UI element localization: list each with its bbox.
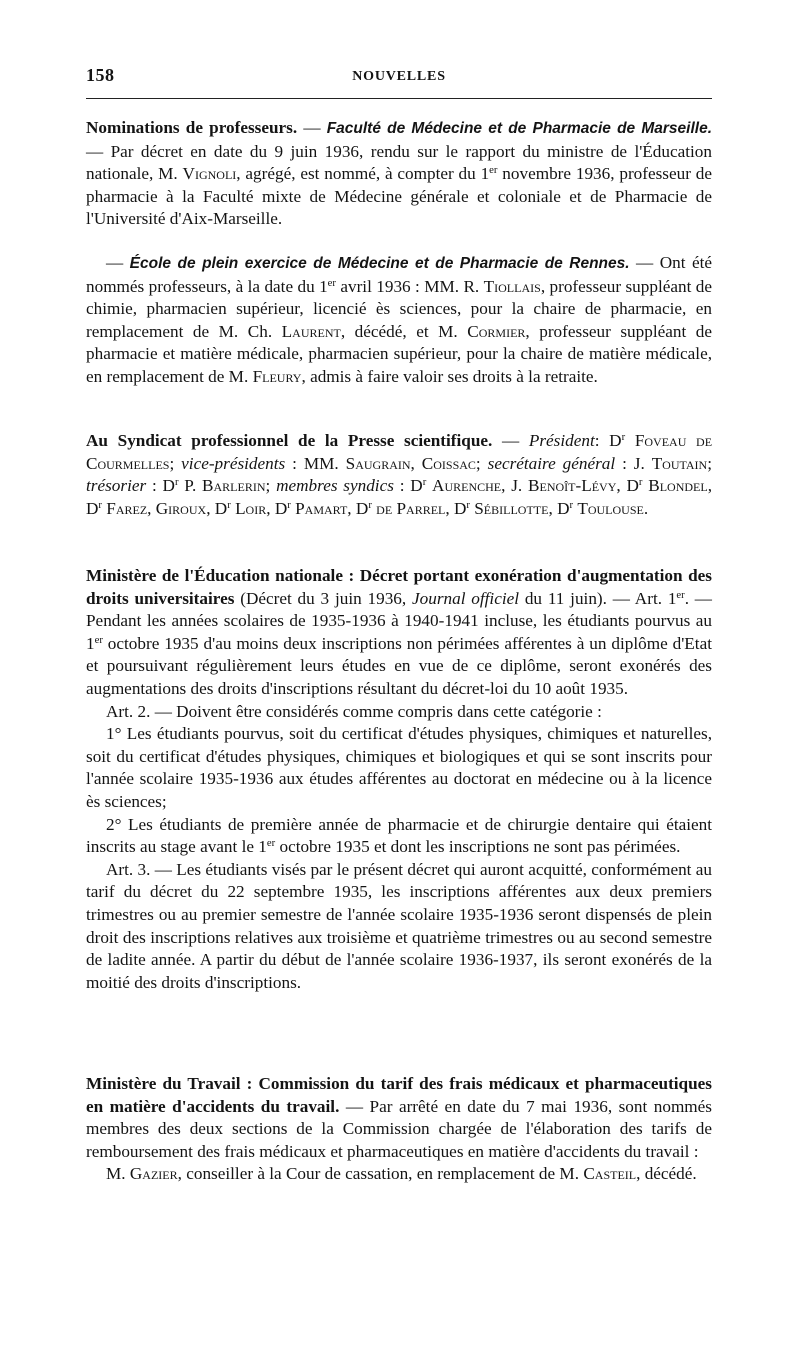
text-run: : J. [615, 453, 652, 473]
superscript: r [638, 477, 643, 489]
text-run: , [147, 498, 156, 518]
text-run: : D [393, 476, 423, 496]
section-subheading: École de plein exercice de Médecine et de Pharmacie de Rennes. [129, 255, 630, 272]
text-run: novembre 1936, professeur de pharmacie à la Faculté mixte de Médecine générale et coloniale et de Pharmacie de l'Université d'Aix-Marseille. [86, 164, 712, 229]
text-run: ; [169, 453, 182, 473]
superscript: er [676, 589, 685, 601]
section-heading: Nominations de professeurs. [86, 118, 298, 137]
role-label: trésorier [86, 476, 147, 496]
text-run: , D [86, 476, 712, 518]
person-name: Pamart [295, 498, 348, 518]
person-name: Cormier [467, 321, 526, 341]
text-run: : MM. [285, 453, 346, 473]
paragraph [86, 1163, 712, 1186]
section-heading: Ministère du Travail : Commission du tarif des frais médicaux et pharmaceutiques en matière d'accidents du travail. [86, 1074, 712, 1116]
superscript: er [94, 634, 103, 646]
running-title: NOUVELLES [352, 69, 446, 84]
superscript: r [621, 432, 626, 444]
paragraph [86, 430, 712, 520]
text-run: , D [616, 476, 639, 496]
role-label: Président [528, 431, 595, 450]
text-run: M. [106, 1164, 130, 1184]
paragraph [86, 117, 712, 231]
person-name: Tiollais [483, 276, 541, 296]
superscript: r [98, 499, 102, 511]
text-run: , D [347, 498, 369, 518]
text-run: ; [475, 453, 488, 473]
text-run: , [410, 453, 422, 473]
superscript: r [227, 499, 231, 511]
person-name: Foveau de Courmelles [86, 431, 713, 473]
paragraph: Art. 2. — Doivent être considérés comme compris dans cette catégorie : [106, 701, 602, 721]
section-rennes [86, 252, 712, 389]
text-run: , professeur suppléant de pharmacie et matière médicale, pharmacien supérieur, pour la chaire de matière médicale, en remplacement de M. [86, 321, 712, 386]
text-run: , D [548, 498, 570, 518]
text-run: , D [445, 498, 467, 518]
paragraph [86, 1073, 712, 1163]
section-heading: Ministère de l'Éducation nationale : Décret portant exonération d'augmentation des droits universitaires [86, 566, 712, 608]
text-run: , agrégé, est nommé, à compter du 1 [236, 164, 490, 184]
superscript: r [368, 499, 372, 511]
text-run: avril 1936 : MM. R. [335, 276, 484, 296]
person-name: Saugrain [345, 453, 411, 473]
person-name: Blondel [648, 476, 708, 496]
text-run: . — Pendant les années scolaires de 1935-1936 à 1940-1941 incluse, les étudiants pourvus au 1 [86, 588, 712, 653]
text-run: octobre 1935 et dont les inscriptions ne sont pas périmées. [275, 837, 681, 857]
superscript: er [327, 277, 336, 289]
text-run: — Ont été nommés professeurs, à la date du 1 [86, 253, 713, 296]
person-name: Giroux [155, 498, 207, 518]
text-run: : D [146, 476, 175, 496]
superscript: r [422, 477, 427, 489]
text-run: octobre 1935 d'au moins deux inscriptions non périmées afférentes à un diplôme d'Etat et poursuivant régulièrement leurs études en vue de ce diplôme, seront exonérés des augmentations des droits d'inscriptions résultant du décret-loi du 10 août 1935. [86, 633, 712, 698]
person-name: Toutain [651, 453, 708, 473]
section-ministere-travail [86, 1073, 712, 1186]
section-nominations-marseille [86, 117, 712, 231]
person-name: Gazier [129, 1164, 178, 1184]
paragraph [86, 814, 712, 859]
paragraph [86, 252, 712, 389]
person-name: Loir [235, 498, 267, 518]
page-header [86, 64, 712, 88]
text-run: — Par décret en date du 9 juin 1936, rendu sur le rapport du ministre de l'Éducation nationale, M. [86, 141, 712, 184]
person-name: Casteil [583, 1164, 637, 1184]
text-run: , conseiller à la Cour de cassation, en remplacement de M. [177, 1164, 584, 1184]
text-run: , décédé. [636, 1164, 697, 1184]
text-run: , D [266, 498, 288, 518]
paragraph: 1° Les étudiants pourvus, soit du certificat d'études physiques, chimiques et naturelles, soit du certificat d'études physiques, chimiques et biologiques et qui se sont inscrits pour l'année scolaire 1935-1936 aux études afférentes au doctorat en médecine ou à la licence ès sciences; [86, 724, 712, 811]
superscript: r [466, 499, 470, 511]
person-name: Farez [106, 498, 148, 518]
role-label: membres syndics [276, 476, 394, 496]
text-run: . [643, 498, 649, 518]
person-name: Vignoli [182, 164, 237, 184]
person-name: Coissac [421, 453, 476, 473]
person-name: Laurent [281, 321, 341, 341]
text-run: , D [206, 498, 228, 518]
superscript: r [569, 499, 574, 511]
paragraph: Art. 3. — Les étudiants visés par le présent décret qui auront acquitté, conformément au tarif du décret du 22 septembre 1935, les inscriptions afférentes aux deux premiers trimestres ou au premier semestre de l'année scolaire 1935-1936 seront dispensés de plein droit des inscriptions relatives aux troisième et quatrième trimestres ou au second semestre de ladite année. A partir du début de l'année scolaire 1936-1937, ils seront exonérés de la moitié des droits d'inscriptions. [86, 859, 712, 992]
section-syndicat-presse [86, 430, 712, 520]
header-rule [86, 98, 712, 99]
text-run: ; [265, 476, 277, 496]
text-run [625, 431, 635, 450]
text-run: , professeur suppléant de chimie, pharmacien supérieur, licencié ès sciences, pour la chaire de pharmacie, en remplacement de M. Ch. [86, 276, 712, 341]
section-subheading: Faculté de Médecine et de Pharmacie de Marseille. [326, 120, 713, 137]
text-run: , décédé, et M. [340, 321, 468, 341]
text-run: — [492, 431, 529, 450]
superscript: r [174, 477, 179, 489]
text-run: , J. [501, 476, 529, 496]
role-label: vice-présidents [181, 453, 286, 473]
person-name: Aurenche [432, 476, 502, 496]
section-education-nationale [86, 565, 712, 994]
person-name: Toulouse [577, 498, 644, 518]
journal-title: Journal officiel [412, 588, 520, 608]
paragraph [86, 565, 712, 701]
superscript: er [266, 838, 276, 850]
page-number: 158 [86, 65, 115, 85]
text-run: de [371, 498, 397, 518]
text-run: du 11 juin). — Art. 1 [519, 588, 677, 608]
text-run: P. [178, 476, 203, 496]
role-label: secrétaire général [487, 453, 616, 473]
person-name: Sébillotte [474, 498, 549, 518]
text-run: , admis à faire valoir ses droits à la retraite. [301, 366, 598, 386]
text-run: — Par arrêté en date du 7 mai 1936, sont nommés membres des deux sections de la Commission chargée de l'élaboration des tarifs de remboursement des frais médicaux et pharmaceutiques en matière d'accidents du travail : [86, 1096, 712, 1161]
text-run: 2° Les étudiants de première année de pharmacie et de chirurgie dentaire qui étaient inscrits au stage avant le 1 [86, 814, 712, 857]
section-heading: Au Syndicat professionnel de la Presse scientifique. [86, 431, 493, 450]
superscript: r [287, 499, 291, 511]
person-name: Barlerin [202, 476, 266, 496]
text-run: (Décret du 3 juin 1936, [234, 588, 412, 608]
person-name: Fleury [252, 366, 302, 386]
superscript: er [489, 165, 498, 177]
person-name: Parrel [396, 498, 446, 518]
text-run: ; [707, 453, 712, 473]
person-name: Benoît-Lévy [528, 476, 617, 496]
text-run: — [297, 118, 327, 137]
text-run: — [106, 253, 130, 272]
text-run: : D [594, 431, 622, 450]
